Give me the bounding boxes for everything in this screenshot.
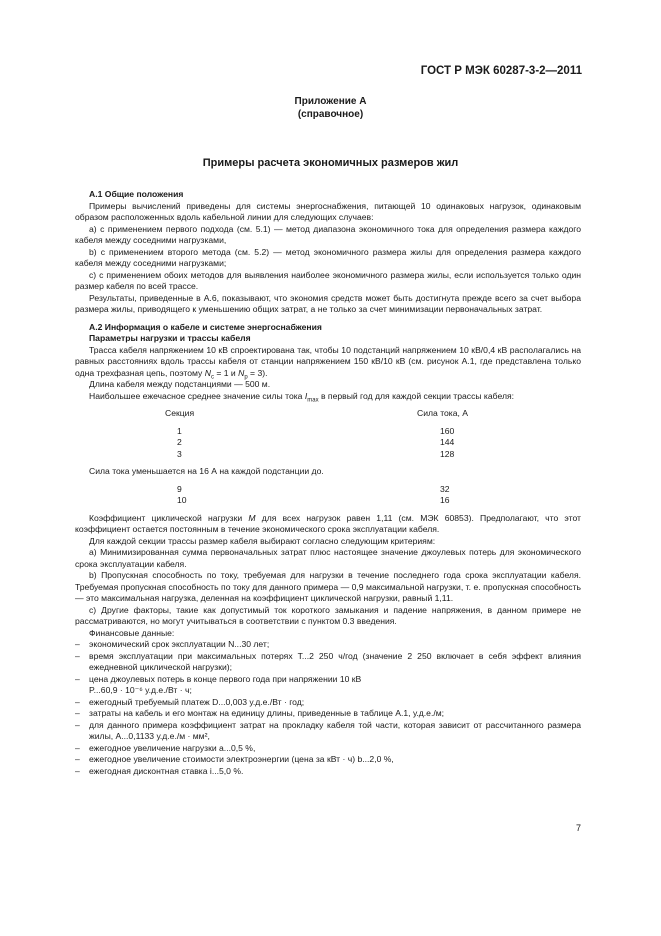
table-row — [75, 426, 581, 438]
subsection-heading: Параметры нагрузки и трассы кабеля — [89, 333, 251, 343]
column-header-current: Сила тока, А — [417, 408, 469, 418]
current-cell: 160 — [440, 425, 455, 436]
section-cell: 1 — [177, 425, 182, 436]
list-item: а) с применением первого подхода (см. 5.1) — метод диапазона экономичного тока для определения размера каждого кабеля между соседними нагрузками, — [75, 223, 581, 245]
page-number: 7 — [575, 823, 581, 833]
table-row — [75, 449, 581, 461]
list-item: – ежегодный требуемый платеж D...0,003 у.д.е./Вт · год; — [75, 696, 305, 707]
section-cell: 10 — [177, 495, 187, 505]
section-a2-heading: А.2 Информация о кабеле и системе энергоснабжения — [89, 321, 322, 332]
list-item: – для данного примера коэффициент затрат на прокладку кабеля той части, которая зависит от рассчитанного размера жилы, A...0,1133 у.д.е./м · мм², — [75, 719, 581, 741]
list-item: – время эксплуатации при максимальных потерях T...2 250 ч/год (значение 2 250 включает в себя эффект влияния ежедневной циклической нагрузки); — [75, 650, 581, 672]
table-rows-2 — [75, 484, 581, 507]
list-item-continuation: P...60,9 · 10⁻⁶ у.д.е./Вт · ч; — [89, 685, 192, 695]
current-cell: 16 — [440, 495, 450, 505]
list-item: c) Другие факторы, такие как допустимый ток короткого замыкания и падение напряжения, в данном примере не рассматриваются, но могут учитываться в соответствии с пунктом 0.3 введения. — [75, 604, 581, 626]
list-item: – экономический срок эксплуатации N...30 лет; — [75, 639, 270, 649]
list-item: – затраты на кабель и его монтаж на единицу длины, приведенные в таблице А.1, у.д.е./м; — [75, 708, 445, 718]
paragraph: Трасса кабеля напряжением 10 кВ спроектирована так, чтобы 10 подстанций напряжением 10 кВ/0,4 кВ располагались на равных расстояниях вдоль трассы кабеля от станции напряжением 150 кВ/10 кВ (см. рисунок А.1, где представлена только одна трехфазная цепь, поэтому $N_c = 1$ и $N_p = 3$). — [75, 344, 581, 381]
current-cell: 128 — [440, 448, 455, 459]
table-header — [75, 408, 581, 420]
annex-subtitle: (справочное) — [297, 109, 364, 120]
column-header-section: Секция — [165, 408, 195, 418]
paragraph: Результаты, приведенные в А.6, показывают, что экономия средств может быть достигнута прежде всего за счет выбора размера жилы, приводящего к уменьшению общих затрат, а не только за счет минимизации первоначальных затрат. — [75, 292, 581, 314]
annex-title: Приложение А — [294, 96, 367, 107]
table-row — [75, 484, 581, 496]
table-row — [75, 437, 581, 449]
section-cell: 9 — [177, 483, 182, 494]
paragraph: Сила тока уменьшается на 16 А на каждой подстанции до. — [89, 466, 324, 476]
list-item: b) Пропускная способность по току, требуемая для нагрузки в течение последнего года срока эксплуатации кабеля. Требуемая пропускная способность по току для данного примера — 0,9 максимальной нагрузки, т. е. пропускная способность — это максимальная нагрузка, деленная на коэффициент циклической нагрузки, равный 1,11. — [75, 570, 581, 603]
list-item: – ежегодное увеличение стоимости электроэнергии (цена за кВт · ч) b...2,0 %, — [75, 754, 394, 764]
section-a1-heading: А.1 Общие положения — [89, 189, 184, 199]
standard-header: ГОСТ Р МЭК 60287-3-2—2011 — [420, 65, 582, 77]
paragraph: Примеры вычислений приведены для системы энергоснабжения, питающей 10 одинаковых нагрузок, одинаковым образом расположенных вдоль кабельной линии для следующих случаев: — [75, 200, 581, 222]
section-cell: 2 — [177, 437, 182, 447]
list-item: – ежегодное увеличение нагрузки a...0,5 %, — [75, 742, 256, 753]
list-item: – цена джоулевых потерь в конце первого года при напряжении 10 кВ — [75, 673, 362, 684]
paragraph: Коэффициент циклической нагрузки M для всех нагрузок равен 1,11 (см. МЭК 60853). Предполагают, что этот коэффициент остается постоянным в течение экономического срока эксплуатации кабеля. — [75, 512, 581, 534]
document-body — [75, 187, 581, 777]
paragraph: Для каждой секции трассы размер кабеля выбирают согласно следующим критериям: — [89, 535, 436, 546]
table-row — [75, 495, 581, 507]
document-title: Примеры расчета экономичных размеров жил — [202, 157, 459, 169]
list-item: – ежегодная дисконтная ставка i...5,0 %. — [75, 765, 244, 776]
list-item: b) с применением второго метода (см. 5.2) — метод экономичного размера жилы для определения размера каждого кабеля между соседними нагрузками; — [75, 246, 581, 268]
paragraph: Длина кабеля между подстанциями — 500 м. — [89, 379, 271, 389]
list-item: c) с применением обоих методов для выявления наиболее экономичного размера жилы, если используется только один размер кабеля по всей трассе. — [75, 269, 581, 291]
section-cell: 3 — [177, 448, 182, 459]
current-cell: 144 — [440, 437, 455, 447]
table-rows-1 — [75, 426, 581, 461]
paragraph: Финансовые данные: — [89, 627, 175, 638]
paragraph: Наибольшее ежечасное среднее значение силы тока $I_{max}$ в первый год для каждой секции трассы кабеля: — [89, 390, 515, 404]
current-cell: 32 — [440, 483, 450, 494]
list-item: а) Минимизированная сумма первоначальных затрат плюс настоящее значение джоулевых потерь для экономического срока эксплуатации кабеля. — [75, 547, 581, 569]
